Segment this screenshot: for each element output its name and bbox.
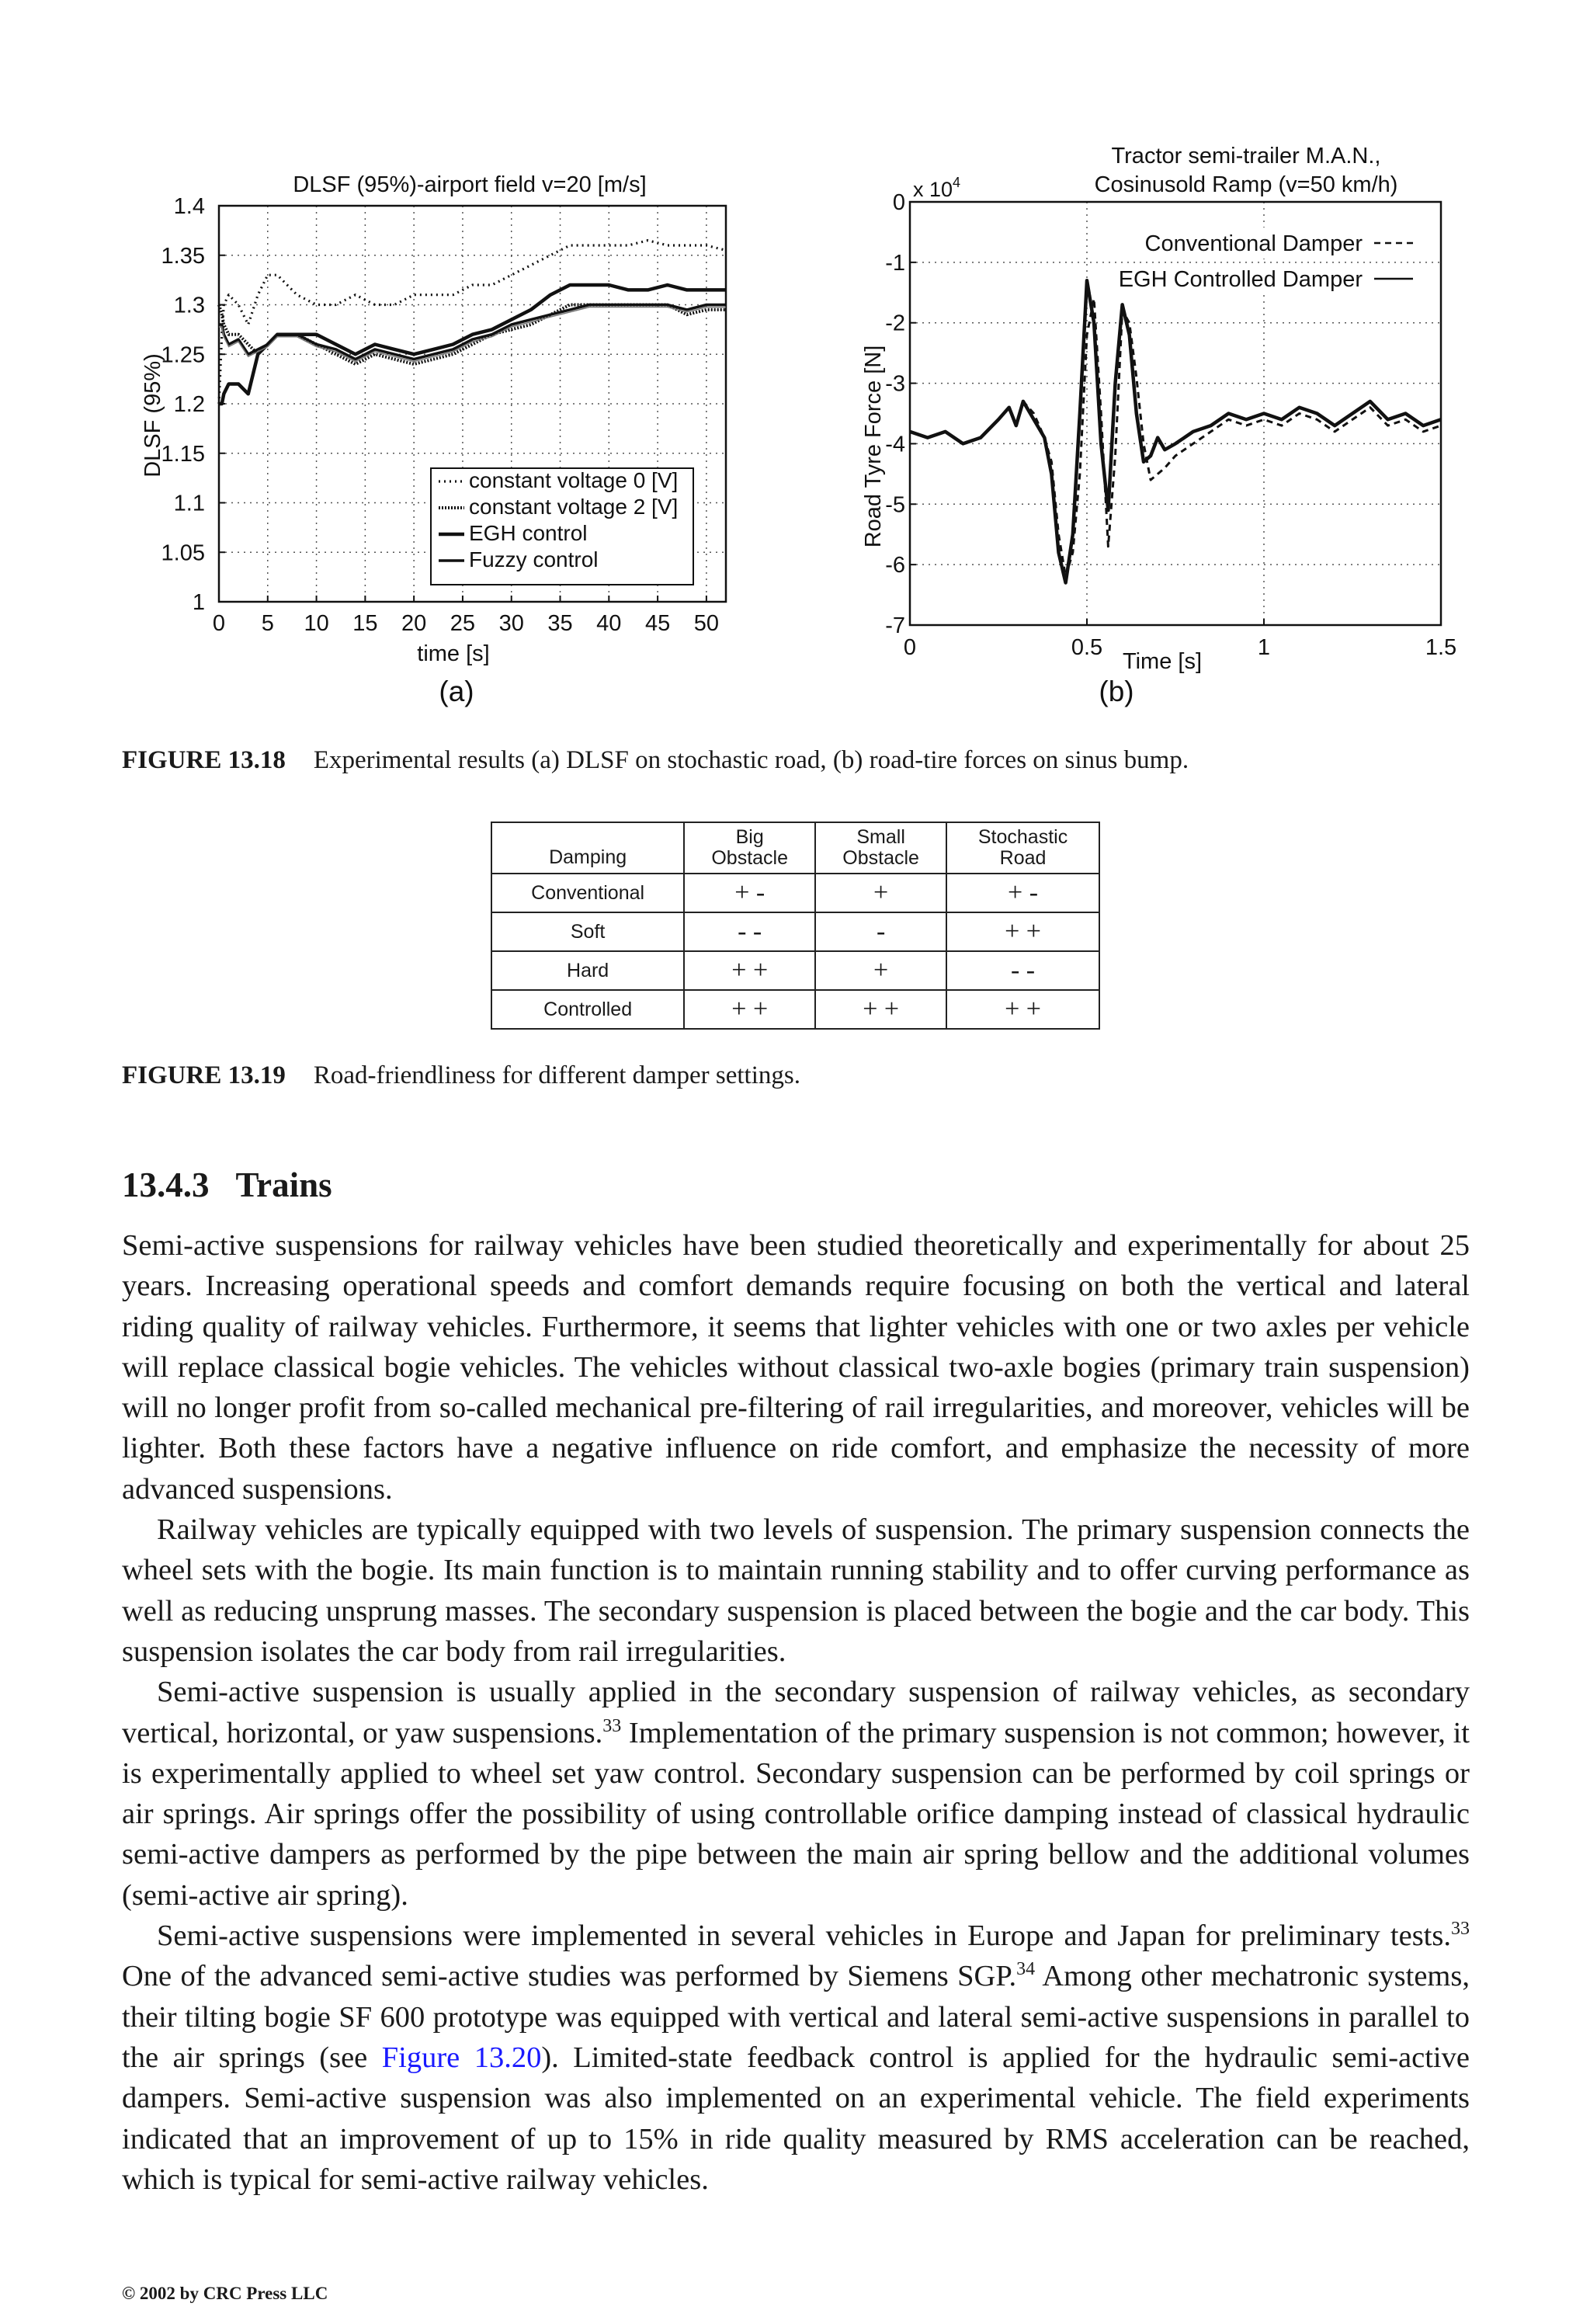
x-tick-label: 0 [212,611,226,636]
y-tick-label: -3 [885,371,905,397]
paragraph-4: Semi-active suspensions were implemented in several vehicles in Europe and Japan for preliminary tests.$^{33}$ One of the advanced semi-active studies was performed by Siemens SGP.$^{34}$ Among other mechatronic systems, their tilting bogie SF 600 prototype was equipped with vertical and lateral semi-active suspensions in parallel to the air springs (see Figure 13.20). Limited-state feedback control is applied for the hydraulic semi-active dampers. Semi-active suspension was also implemented on an experimental vehicle. The field experiments indicated that an improvement of up to 15% in ride quality measured by RMS acceleration can be reached, which is typical for semi-active railway vehicles. [122,1919,1470,2196]
y-tick-label: 1.2 [173,392,205,417]
x-tick-label: 20 [401,611,427,636]
table-row [491,990,1099,1029]
y-tick-label: 0 [892,190,905,215]
legend-label: Conventional Damper [1144,231,1363,256]
chart-a-ylabel: DLSF (95%) [141,353,165,478]
x-tick-label: 5 [261,611,274,636]
citation-ref: 33 [602,1715,622,1736]
table-cell: + - [684,874,815,912]
table-row [491,951,1099,990]
x-tick-label: 10 [304,611,329,636]
y-tick-label: -5 [885,492,905,518]
x-tick-label: 30 [498,611,524,636]
y-tick-label: -4 [885,432,905,457]
legend-label: Fuzzy control [469,547,599,571]
paragraph-2: Railway vehicles are typically equipped with two levels of suspension. The primary suspension connects the wheel sets with the bogie. Its main function is to maintain running stability and to offer curving performance as well as reducing unsprung masses. The secondary suspension is placed between the bogie and the car body. This suspension isolates the car body from rail irregularities. [122,1513,1470,1668]
table-cell: Controlled [491,990,684,1029]
table-cell: + + [815,990,946,1029]
x-tick-label: 15 [352,611,378,636]
y-tick-label: 1.35 [161,243,205,269]
figure-13-18-caption [122,746,1189,775]
table-cell: + + [946,912,1099,951]
chart-a-xlabel: time [s] [417,641,490,666]
citation-ref: 34 [1016,1959,1036,1980]
x-tick-label: 40 [596,611,622,636]
header-stochastic-road: Stochastic Road [946,822,1099,874]
figure-13-18-label: FIGURE 13.18 [122,746,286,774]
table-cell: + + [684,951,815,990]
table-cell: - - [684,912,815,951]
chart-b-panel-label: (b) [1099,676,1134,707]
table-cell: Conventional [491,874,684,912]
series-line-1 [910,280,1441,582]
header-small-obstacle: Small Obstacle [815,822,946,874]
table-cell: + [815,951,946,990]
chart-a-svg [132,167,745,710]
citation-ref: 33 [1451,1919,1470,1940]
legend-label: EGH Controlled Damper [1118,267,1363,292]
x-tick-label: 0 [903,635,917,660]
y-tick-label: -2 [885,311,905,336]
table-cell: Hard [491,951,684,990]
paragraph-3: Semi-active suspension is usually applied in the secondary suspension of railway vehicles, as secondary vertical, horizontal, or yaw suspensions.$^{33}$ Implementation of the primary suspension is not common; however, it is experimentally applied to wheel set yaw control. Secondary suspension can be performed by coil springs or air springs. Air springs offer the possibility of using controllable orifice damping instead of classical hydraulic semi-active dampers as performed by the pipe between the main air spring bellow and the additional volumes (semi-active air spring). [122,1676,1470,1912]
table-header-row [491,822,1099,874]
chart-b-exponent: x $10^4$ [913,175,961,201]
chart-b [854,136,1475,710]
figure-13-19-caption [122,1061,800,1090]
y-tick-label: -1 [885,250,905,276]
y-tick-label: -7 [885,613,905,638]
figure-13-20-link[interactable]: Figure 13.20 [381,2041,542,2074]
chart-b-xlabel: Time [s] [1122,649,1203,674]
series-line-3 [219,305,726,360]
copyright-footer: © 2002 by CRC Press LLC [122,2284,328,2303]
body-text [122,1225,1470,2200]
y-tick-label: 1.05 [161,540,205,566]
chart-a-title: DLSF (95%)-airport field v=20 [m/s] [293,172,647,197]
chart-b-title-line1: Tractor semi-trailer M.A.N., [1111,144,1381,168]
y-tick-label: 1.3 [173,293,205,318]
header-big-obstacle: Big Obstacle [684,822,815,874]
chart-b-ylabel: Road Tyre Force [N] [861,345,886,548]
table-cell: + + [684,990,815,1029]
figure-13-19-text: Road-friendliness for different damper settings. [313,1061,800,1089]
chart-a [132,167,745,710]
x-tick-label: 35 [547,611,573,636]
table-cell: + + [946,990,1099,1029]
table-cell: - - [946,951,1099,990]
y-tick-label: 1 [192,590,205,615]
x-tick-label: 0.5 [1071,635,1103,660]
paragraph-1: Semi-active suspensions for railway vehicles have been studied theoretically and experimentally for about 25 years. Increasing operational speeds and comfort demands require focusing on both the vertical and lateral riding quality of railway vehicles. Furthermore, it seems that lighter vehicles with one or two axles per vehicle will replace classical bogie vehicles. The vehicles without classical two-axle bogies (primary train suspension) will no longer profit from so-called mechanical pre-filtering of rail irregularities, and moreover, vehicles will be lighter. Both these factors have a negative influence on ride comfort, and emphasize the necessity of more advanced suspensions. [122,1229,1470,1506]
series-line-0 [910,299,1441,577]
table-row [491,874,1099,912]
chart-a-panel-label: (a) [439,676,474,707]
table-cell: - [815,912,946,951]
table-row [491,912,1099,951]
chart-b-title-line2: Cosinusold Ramp (v=50 km/h) [1094,172,1398,197]
header-damping: Damping [491,822,684,874]
x-tick-label: 25 [450,611,476,636]
series-line-2 [219,285,726,404]
legend-label: constant voltage 0 [V] [469,468,679,492]
y-tick-label: 1.1 [173,491,205,516]
y-tick-label: 1.4 [173,194,205,219]
table-cell: Soft [491,912,684,951]
section-heading [122,1165,332,1205]
series-line-0 [219,241,726,404]
section-number: 13.4.3 [122,1165,210,1204]
x-tick-label: 1 [1257,635,1271,660]
table-cell: + - [946,874,1099,912]
y-tick-label: 1.25 [161,342,205,368]
y-tick-label: -6 [885,553,905,578]
y-tick-label: 1.15 [161,441,205,467]
chart-b-svg [854,136,1475,710]
figure-13-19-label: FIGURE 13.19 [122,1061,286,1089]
legend-label: constant voltage 2 [V] [469,495,679,519]
road-friendliness-table [491,822,1100,1030]
legend-label: EGH control [469,521,588,545]
x-tick-label: 50 [693,611,720,636]
figure-13-18-text: Experimental results (a) DLSF on stochastic road, (b) road-tire forces on sinus bump. [313,746,1189,774]
x-tick-label: 1.5 [1425,635,1457,660]
x-tick-label: 45 [644,611,671,636]
section-title: Trains [235,1165,332,1204]
table-cell: + [815,874,946,912]
